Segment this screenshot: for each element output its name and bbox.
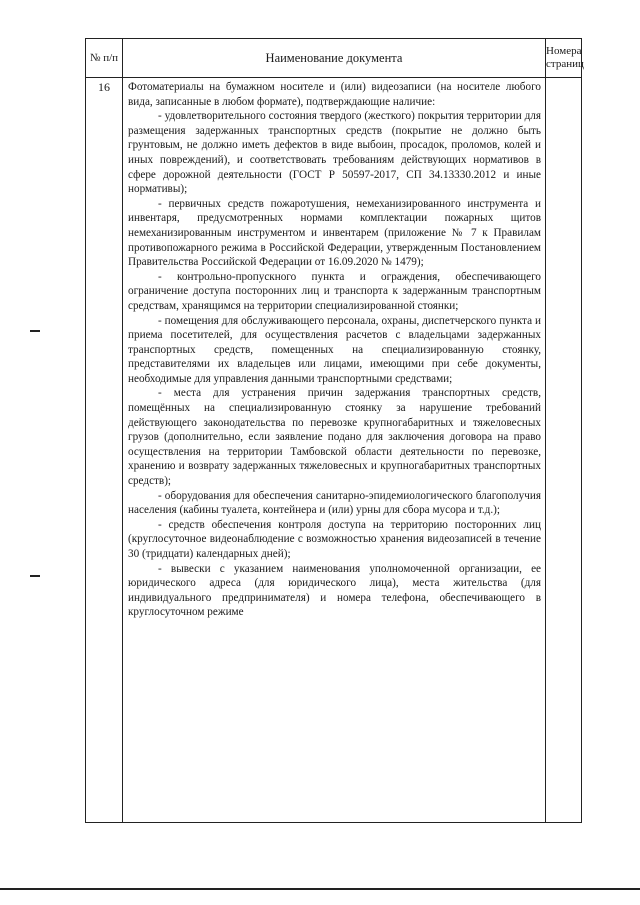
list-item: - места для устранения причин задержания транспортных средств, помещённых на специализированную стоянку за нарушение требований действующего законодательства по перевозке крупногабаритных и тяжеловесных грузов (дополнительно, если заявление подано для заключения договора на право осуществления на территории Тамбовской области деятельности по перевозке, хранению и возврату задержанных тяжеловесных и крупногабаритных транспортных средств); bbox=[128, 387, 541, 488]
list-item: - первичных средств пожаротушения, немеханизированного инструмента и инвентаря, предусмотренных нормами комплектации пожарных щитов немеханизированным инструментом и инвентарем (приложение № 7 к Правилам противопожарного режима в Российской Федерации, утвержденным Постановлением Правительства Российской Федерации от 16.09.2020 № 1479); bbox=[128, 197, 541, 269]
row-page-numbers bbox=[546, 78, 582, 823]
header-name: Наименование документа bbox=[123, 39, 546, 78]
list-item: - оборудования для обеспечения санитарно-эпидемиологического благополучия населения (кабины туалета, контейнера и (или) урны для сбора мусора и т.д.); bbox=[128, 489, 541, 517]
document-table bbox=[85, 38, 582, 823]
list-item: - вывески с указанием наименования уполномоченной организации, ее юридического адреса (для юридического лица), места жительства (для индивидуального предпринимателя) и номера телефона, обеспечивающего в круглосуточном режиме bbox=[128, 562, 541, 619]
scan-edge-line bbox=[0, 888, 640, 890]
header-num: № п/п bbox=[86, 39, 123, 78]
table-header-row bbox=[86, 39, 582, 78]
row-intro: Фотоматериалы на бумажном носителе и (или) видеозаписи (на носителе любого вида, записанные в любом формате), подтверждающие наличие: bbox=[128, 81, 541, 108]
list-item: - контрольно-пропускного пункта и ограждения, обеспечивающего ограничение доступа посторонних лиц и транспорта к задержанным транспортным средствам, хранящимся на территории специализированной стоянки; bbox=[128, 270, 541, 312]
row-document-description bbox=[123, 78, 546, 823]
list-item: - помещения для обслуживающего персонала, охраны, диспетчерского пункта и приема посетителей, для осуществления расчетов с владельцами задержанных транспортных средств, помещенных на специализированную стоянку, представителями их владельцев или лицами, имеющими при себе документы, необходимые для управления данными транспортными средствами; bbox=[128, 314, 541, 385]
row-number: 16 bbox=[86, 78, 123, 823]
header-pages: Номера страниц bbox=[546, 39, 582, 78]
list-item: - средств обеспечения контроля доступа на территорию посторонних лиц (круглосуточное видеонаблюдение с возможностью хранения видеозаписей в течение 30 (тридцати) календарных дней); bbox=[128, 518, 541, 560]
list-item: - удовлетворительного состояния твердого (жесткого) покрытия территории для размещения задержанных транспортных средств (покрытие не должно быть грунтовым, не должно иметь дефектов в виде выбоин, просадок, проломов, колей и иных повреждений), и соответствовать требованиям действующих нормативов в сфере дорожной деятельности (ГОСТ Р 50597-2017, СП 34.13330.2012 и иные нормативы); bbox=[128, 110, 541, 196]
margin-mark bbox=[30, 330, 40, 332]
margin-mark bbox=[30, 575, 40, 577]
table-row bbox=[86, 78, 582, 823]
